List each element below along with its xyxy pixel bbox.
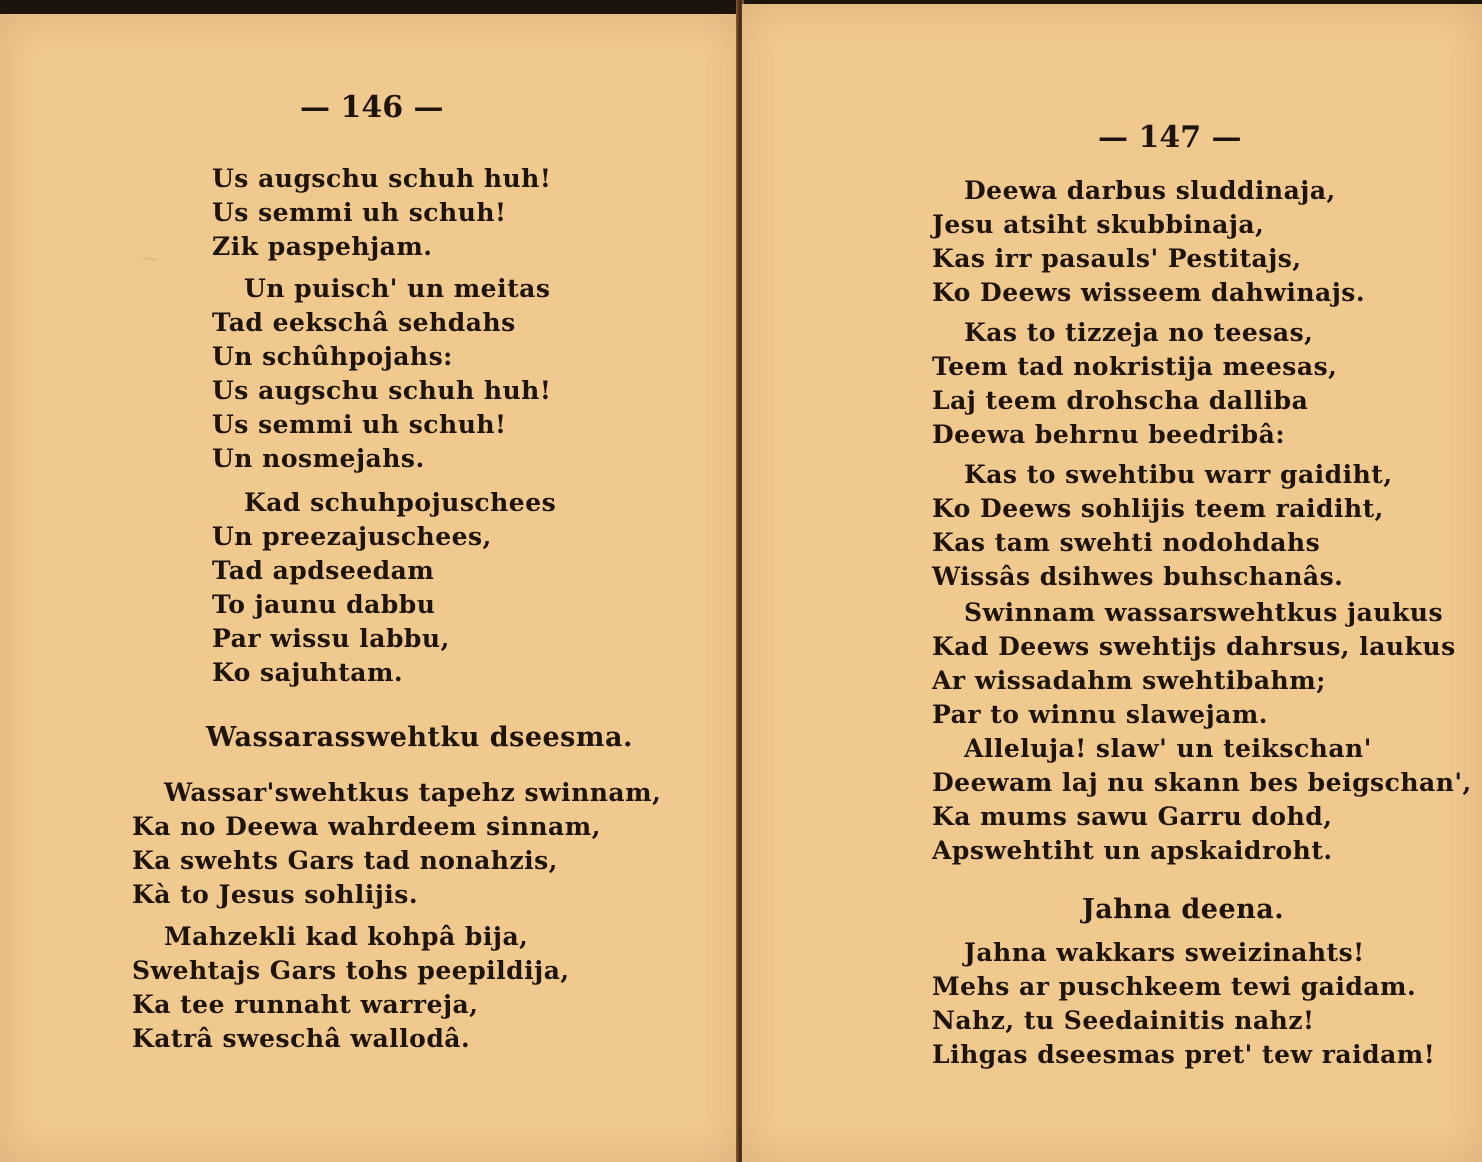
verse-line: Wissâs dsihwes buhschanâs.	[932, 562, 1344, 591]
verse-line: Un nosmejahs.	[212, 444, 425, 473]
verse-line: Teem tad nokristija meesas,	[932, 352, 1338, 381]
verse-line: Kad Deews swehtijs dahrsus, laukus	[932, 632, 1456, 661]
verse-line: Us augschu schuh huh!	[212, 164, 552, 193]
verse-line: Swinnam wassarswehtkus jaukus	[964, 598, 1444, 627]
verse-line: Tad eekschâ sehdahs	[212, 308, 516, 337]
verse-line: Nahz, tu Seedainitis nahz!	[932, 1006, 1315, 1035]
song-title: Wassarasswehtku dseesma.	[206, 722, 633, 753]
verse-line: Un puisch' un meitas	[244, 274, 551, 303]
verse-line: Lihgas dseesmas pret' tew raidam!	[932, 1040, 1436, 1069]
verse-line: Katrâ sweschâ wallodâ.	[132, 1024, 471, 1053]
verse-line: Kas tam swehti nodohdahs	[932, 528, 1321, 557]
verse-line: Ka no Deewa wahrdeem sinnam,	[132, 812, 601, 841]
verse-line: Ar wissadahm swehtibahm;	[932, 666, 1326, 695]
verse-line: Us semmi uh schuh!	[212, 410, 507, 439]
verse-line: Un preezajuschees,	[212, 522, 492, 551]
verse-line: Kas irr pasauls' Pestitajs,	[932, 244, 1302, 273]
verse-line: To jaunu dabbu	[212, 590, 436, 619]
page-number: — 146 —	[300, 90, 444, 125]
left-page	[0, 14, 738, 1162]
song-title: Jahna deena.	[1082, 894, 1285, 925]
verse-line: Jesu atsiht skubbinaja,	[932, 210, 1265, 239]
verse-line: Kas to tizzeja no teesas,	[964, 318, 1314, 347]
verse-line: Ka tee runnaht warreja,	[132, 990, 479, 1019]
verse-line: Apswehtiht un apskaidroht.	[932, 836, 1333, 865]
verse-line: Mahzekli kad kohpâ bija,	[164, 922, 529, 951]
verse-line: Deewa darbus sluddinaja,	[964, 176, 1336, 205]
verse-line: Ko sajuhtam.	[212, 658, 404, 687]
verse-line: Kad schuhpojuschees	[244, 488, 557, 517]
right-page	[742, 4, 1482, 1162]
page-number: — 147 —	[1098, 120, 1242, 155]
verse-line: Jahna wakkars sweizinahts!	[964, 938, 1365, 967]
verse-line: Kas to swehtibu warr gaidiht,	[964, 460, 1393, 489]
verse-line: Ko Deews wisseem dahwinajs.	[932, 278, 1366, 307]
verse-line: Un schûhpojahs:	[212, 342, 453, 371]
verse-line: Wassar'swehtkus tapehz swinnam,	[164, 778, 662, 807]
verse-line: Tad apdseedam	[212, 556, 435, 585]
verse-line: Kà to Jesus sohlijis.	[132, 880, 419, 909]
verse-line: Zik paspehjam.	[212, 232, 433, 261]
verse-line: Laj teem drohscha dalliba	[932, 386, 1309, 415]
verse-line: Par to winnu slawejam.	[932, 700, 1268, 729]
bleed-through-text: ~	[140, 244, 161, 273]
verse-line: Par wissu labbu,	[212, 624, 450, 653]
verse-line: Deewa behrnu beedribâ:	[932, 420, 1286, 449]
verse-line: Ko Deews sohlijis teem raidiht,	[932, 494, 1384, 523]
verse-line: Deewam laj nu skann bes beigschan',	[932, 768, 1472, 797]
verse-line: Ka swehts Gars tad nonahzis,	[132, 846, 558, 875]
verse-line: Us semmi uh schuh!	[212, 198, 507, 227]
verse-line: Us augschu schuh huh!	[212, 376, 552, 405]
verse-line: Alleluja! slaw' un teikschan'	[964, 734, 1372, 763]
verse-line: Ka mums sawu Garru dohd,	[932, 802, 1333, 831]
verse-line: Mehs ar puschkeem tewi gaidam.	[932, 972, 1417, 1001]
verse-line: Swehtajs Gars tohs peepildija,	[132, 956, 570, 985]
